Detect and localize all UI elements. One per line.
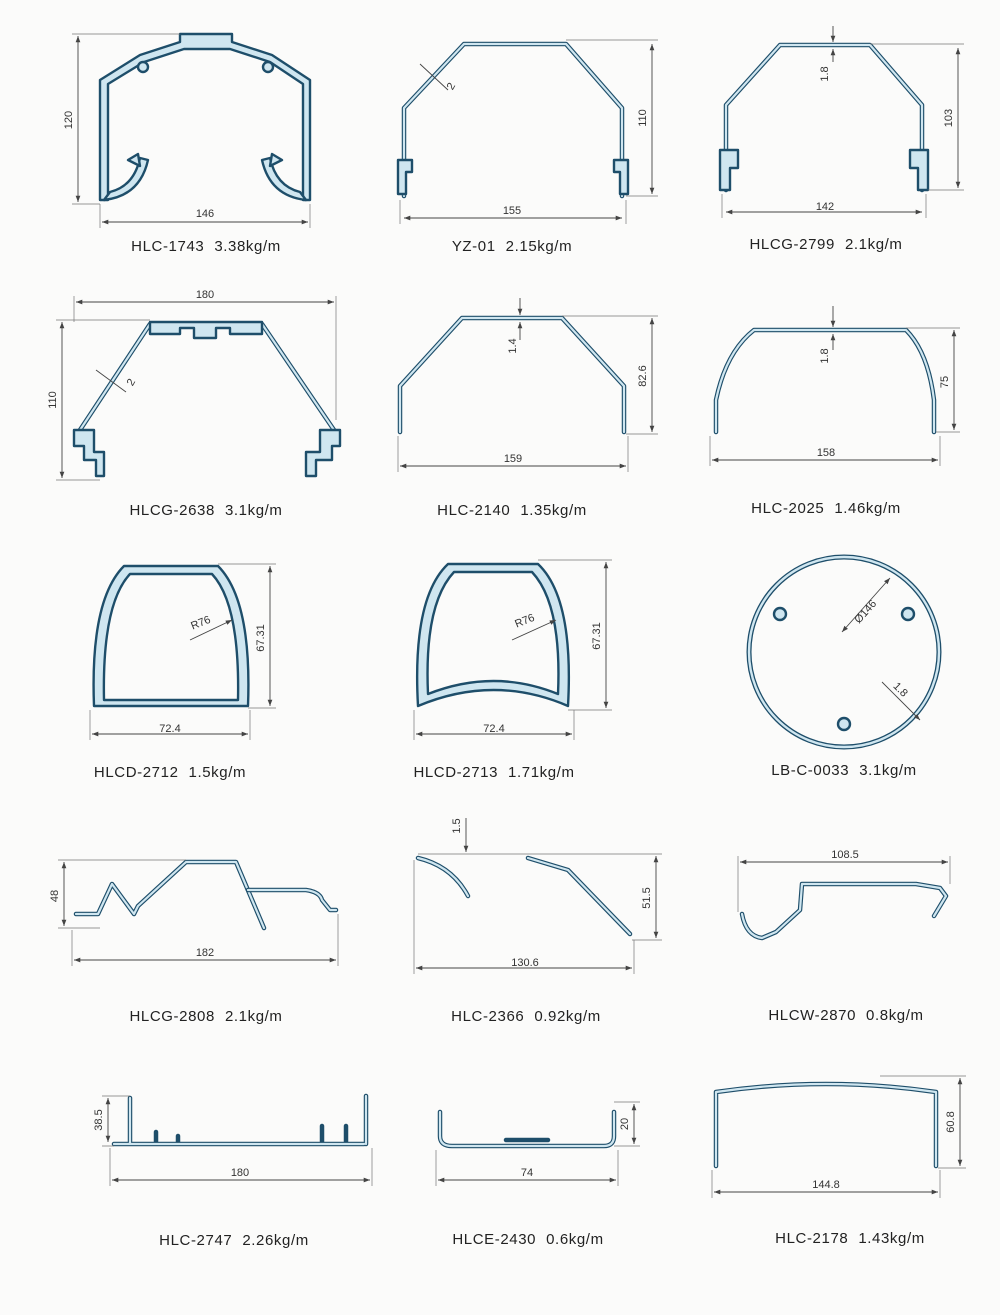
profile-code: HLC-2140 bbox=[437, 502, 511, 519]
dim-thickness: 1.4 bbox=[507, 338, 519, 354]
caption-hlcg-2638 bbox=[76, 502, 336, 519]
profile-weight: 1.43kg/m bbox=[858, 1230, 925, 1247]
dim-height: 120 bbox=[63, 110, 75, 130]
caption-yz-01 bbox=[382, 238, 642, 255]
profile-code: HLCE-2430 bbox=[452, 1231, 537, 1248]
profile-weight: 0.6kg/m bbox=[546, 1231, 604, 1248]
dim-thickness: 1.5 bbox=[451, 818, 463, 834]
profile-code: HLCG-2808 bbox=[129, 1008, 215, 1025]
dim-height: 20 bbox=[619, 1117, 631, 1131]
profile-code: YZ-01 bbox=[451, 238, 496, 255]
dim-height: 103 bbox=[943, 108, 955, 128]
profile-code: HLC-2747 bbox=[159, 1232, 233, 1249]
dim-thickness: 1.8 bbox=[819, 348, 831, 364]
profile-drawing-hlc-2366 bbox=[414, 818, 662, 974]
caption-hlcd-2712 bbox=[40, 764, 300, 781]
profile-weight: 0.8kg/m bbox=[866, 1007, 924, 1024]
caption-hlcg-2808 bbox=[76, 1008, 336, 1025]
dim-height: 75 bbox=[939, 375, 951, 389]
dim-width: 146 bbox=[195, 208, 215, 220]
profile-drawing-hlcg-2799 bbox=[720, 26, 964, 218]
dim-height: 67.31 bbox=[591, 622, 603, 650]
profile-weight: 0.92kg/m bbox=[534, 1008, 601, 1025]
dim-width: 108.5 bbox=[831, 849, 859, 861]
profile-weight: 1.71kg/m bbox=[508, 764, 575, 781]
profile-code: HLCD-2713 bbox=[413, 764, 499, 781]
profile-drawing-hlcd-2712 bbox=[90, 564, 276, 740]
dim-width: 144.8 bbox=[812, 1179, 840, 1191]
caption-hlcd-2713 bbox=[364, 764, 624, 781]
profile-weight: 1.35kg/m bbox=[520, 502, 587, 519]
profile-weight: 3.1kg/m bbox=[859, 762, 917, 779]
dim-thickness: 1.8 bbox=[819, 66, 831, 82]
dim-thickness: 1.8 bbox=[890, 680, 910, 700]
dim-height: 110 bbox=[47, 391, 59, 409]
caption-lb-c-0033 bbox=[714, 762, 974, 779]
profile-code: HLCD-2712 bbox=[93, 764, 179, 781]
profile-weight: 3.38kg/m bbox=[214, 238, 281, 255]
dim-diameter: Ø146 bbox=[852, 597, 880, 627]
dim-height: 60.8 bbox=[945, 1111, 957, 1133]
profile-drawing-hlcg-2638 bbox=[47, 289, 340, 480]
profile-code: LB-C-0033 bbox=[771, 762, 850, 779]
profile-code: HLCW-2870 bbox=[768, 1007, 857, 1024]
profile-weight: 1.5kg/m bbox=[188, 764, 247, 781]
profile-code: HLC-1743 bbox=[131, 238, 205, 255]
profile-code: HLCG-2799 bbox=[749, 236, 835, 253]
dim-width: 158 bbox=[816, 447, 836, 459]
caption-hlce-2430 bbox=[398, 1231, 658, 1248]
caption-hlc-2366 bbox=[396, 1008, 656, 1025]
profile-drawing-lb-c-0033 bbox=[749, 557, 939, 747]
profile-weight: 2.1kg/m bbox=[224, 1008, 283, 1025]
dim-radius: R76 bbox=[189, 613, 213, 633]
dim-width: 142 bbox=[815, 201, 835, 213]
profile-drawing-hlc-1743 bbox=[63, 34, 310, 228]
dim-width: 130.6 bbox=[511, 957, 539, 969]
dim-width: 159 bbox=[503, 453, 523, 465]
dim-height: 110 bbox=[637, 109, 649, 127]
caption-hlcw-2870 bbox=[716, 1007, 976, 1024]
caption-hlc-2178 bbox=[720, 1230, 980, 1247]
caption-hlc-2140 bbox=[382, 502, 642, 519]
dim-thickness: 2 bbox=[124, 376, 139, 389]
caption-hlc-2747 bbox=[104, 1232, 364, 1249]
profile-drawing-yz-01 bbox=[398, 40, 658, 224]
dim-height: 51.5 bbox=[641, 887, 653, 909]
profile-code: HLC-2366 bbox=[451, 1008, 525, 1025]
profile-drawing-hlc-2140 bbox=[398, 298, 658, 472]
dim-width: 74 bbox=[520, 1167, 534, 1179]
dim-width: 155 bbox=[502, 205, 522, 217]
profile-drawing-hlce-2430 bbox=[436, 1102, 640, 1186]
profile-weight: 1.46kg/m bbox=[834, 500, 901, 517]
caption-hlc-1743 bbox=[76, 238, 336, 255]
profile-weight: 2.1kg/m bbox=[844, 236, 903, 253]
profile-code: HLCG-2638 bbox=[129, 502, 215, 519]
dim-width: 72.4 bbox=[483, 723, 505, 735]
profile-drawing-hlc-2747 bbox=[93, 1096, 372, 1186]
profile-weight: 2.26kg/m bbox=[242, 1232, 309, 1249]
profile-drawing-hlc-2025 bbox=[710, 306, 960, 466]
profile-code: HLC-2025 bbox=[751, 500, 825, 517]
dim-height: 38.5 bbox=[93, 1109, 105, 1131]
profile-drawing-hlcd-2713 bbox=[414, 560, 612, 740]
dim-height: 48 bbox=[49, 889, 61, 903]
profile-drawing-hlcw-2870 bbox=[738, 849, 950, 938]
dim-width: 180 bbox=[230, 1167, 250, 1179]
dim-height: 82.6 bbox=[637, 365, 649, 387]
dim-width: 72.4 bbox=[159, 723, 181, 735]
profile-weight: 2.15kg/m bbox=[505, 238, 573, 255]
dim-height: 67.31 bbox=[255, 624, 267, 652]
caption-hlc-2025 bbox=[696, 500, 956, 517]
dim-radius: R76 bbox=[513, 611, 537, 631]
dim-thickness: 2 bbox=[444, 80, 459, 93]
caption-hlcg-2799 bbox=[696, 236, 956, 253]
profile-weight: 3.1kg/m bbox=[224, 502, 283, 519]
profile-code: HLC-2178 bbox=[775, 1230, 849, 1247]
profile-drawing-hlcg-2808 bbox=[49, 860, 338, 966]
dim-width: 180 bbox=[195, 289, 215, 301]
profile-drawing-hlc-2178 bbox=[712, 1076, 966, 1198]
dim-width: 182 bbox=[195, 947, 215, 959]
